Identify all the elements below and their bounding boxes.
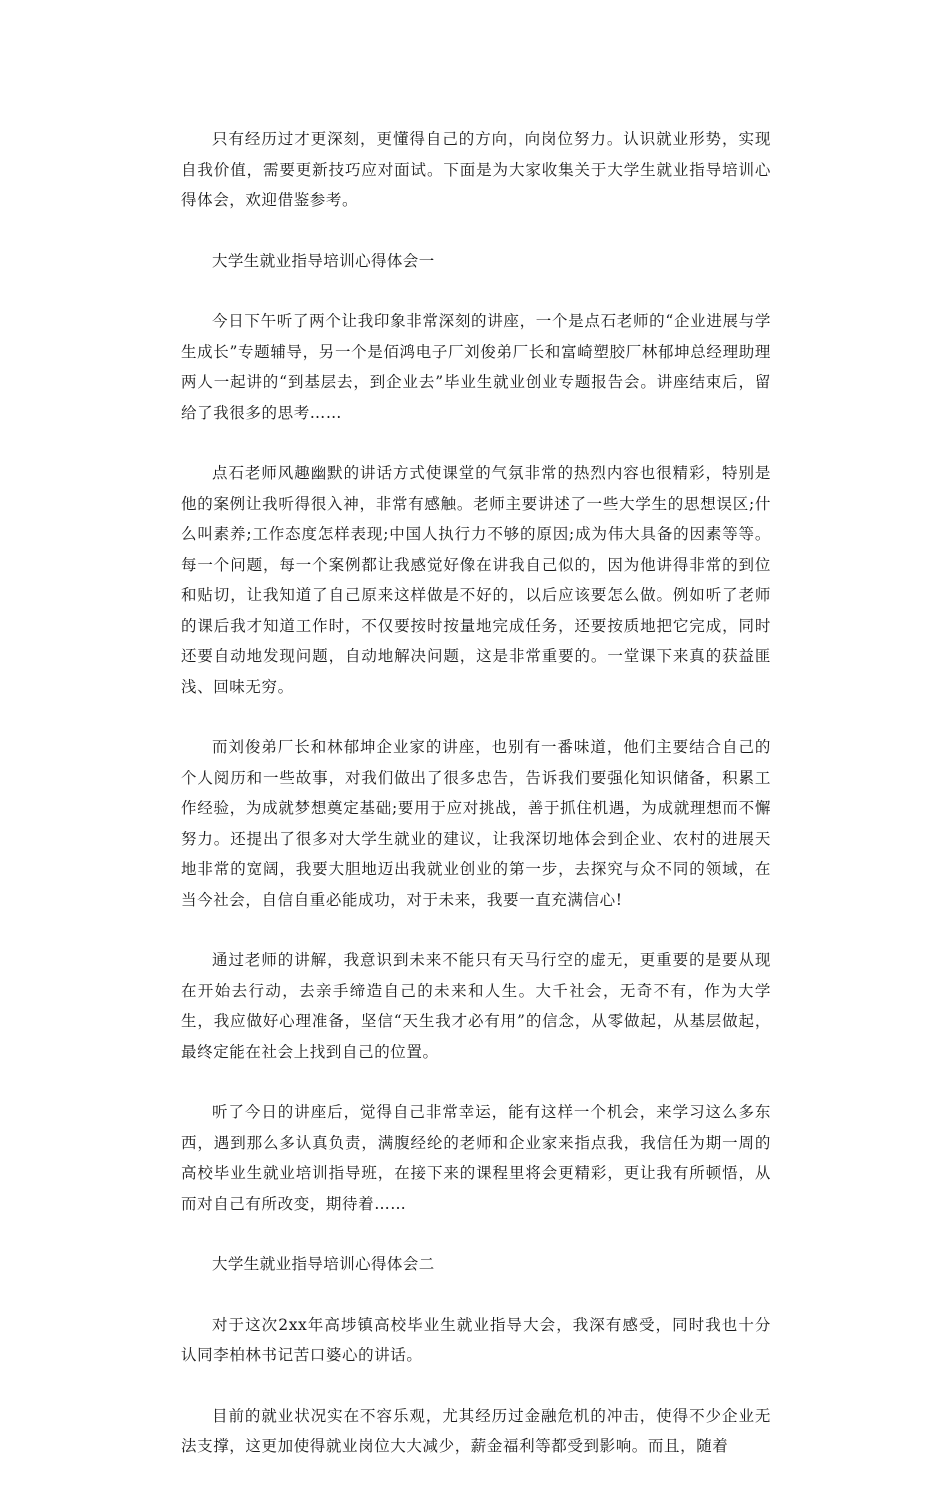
document-body <box>181 124 771 1492</box>
section-title-1: 大学生就业指导培训心得体会一 <box>212 251 435 270</box>
paragraph: 听了今日的讲座后，觉得自己非常幸运，能有这样一个机会，来学习这么多东西，遇到那么多认真负责，满腹经纶的老师和企业家来指点我，我信任为期一周的高校毕业生就业培训指导班，在接下来的课程里将会更精彩，更让我有所顿悟，从而对自己有所改变，期待着…… <box>181 1103 771 1213</box>
paragraph: 点石老师风趣幽默的讲话方式使课堂的气氛非常的热烈内容也很精彩，特别是他的案例让我听得很入神，非常有感触。老师主要讲述了一些大学生的思想误区;什么叫素养;工作态度怎样表现;中国人执行力不够的原因;成为伟大具备的因素等等。每一个问题，每一个案例都让我感觉好像在讲我自己似的，因为他讲得非常的到位和贴切，让我知道了自己原来这样做是不好的，以后应该要怎么做。例如听了老师的课后我才知道工作时，不仅要按时按量地完成任务，还要按质地把它完成，同时还要自动地发现问题，自动地解决问题，这是非常重要的。一堂课下来真的获益匪浅、回味无穷。 <box>181 464 771 696</box>
paragraph: 目前的就业状况实在不容乐观，尤其经历过金融危机的冲击，使得不少企业无法支撑，这更加使得就业岗位大大减少，薪金福利等都受到影响。而且，随着 <box>181 1406 771 1455</box>
paragraph: 通过老师的讲解，我意识到未来不能只有天马行空的虚无，更重要的是要从现在开始去行动，去亲手缔造自己的未来和人生。大千社会，无奇不有，作为大学生，我应做好心理准备，坚信“天生我才必有用”的信念，从零做起，从基层做起，最终定能在社会上找到自己的位置。 <box>181 951 771 1061</box>
intro-paragraph: 只有经历过才更深刻，更懂得自己的方向，向岗位努力。认识就业形势，实现自我价值，需要更新技巧应对面试。下面是为大家收集关于大学生就业指导培训心得体会，欢迎借鉴参考。 <box>181 130 771 209</box>
paragraph: 对于这次2xx年高埗镇高校毕业生就业指导大会，我深有感受，同时我也十分认同李柏林书记苦口婆心的讲话。 <box>181 1315 771 1364</box>
paragraph: 而刘俊弟厂长和林郁坤企业家的讲座，也别有一番味道，他们主要结合自己的个人阅历和一些故事，对我们做出了很多忠告，告诉我们要强化知识储备，积累工作经验，为成就梦想奠定基础;要用于应对挑战，善于抓住机遇，为成就理想而不懈努力。还提出了很多对大学生就业的建议，让我深切地体会到企业、农村的进展天地非常的宽阔，我要大胆地迈出我就业创业的第一步，去探究与众不同的领域，在当今社会，自信自重必能成功，对于未来，我要一直充满信心! <box>181 738 771 909</box>
section-title-2: 大学生就业指导培训心得体会二 <box>212 1255 435 1273</box>
paragraph: 今日下午听了两个让我印象非常深刻的讲座，一个是点石老师的“企业进展与学生成长”专题辅导，另一个是佰鸿电子厂刘俊弟厂长和富崎塑胶厂林郁坤总经理助理两人一起讲的“到基层去，到企业去”毕业生就业创业专题报告会。讲座结束后，留给了我很多的思考…… <box>181 312 771 422</box>
